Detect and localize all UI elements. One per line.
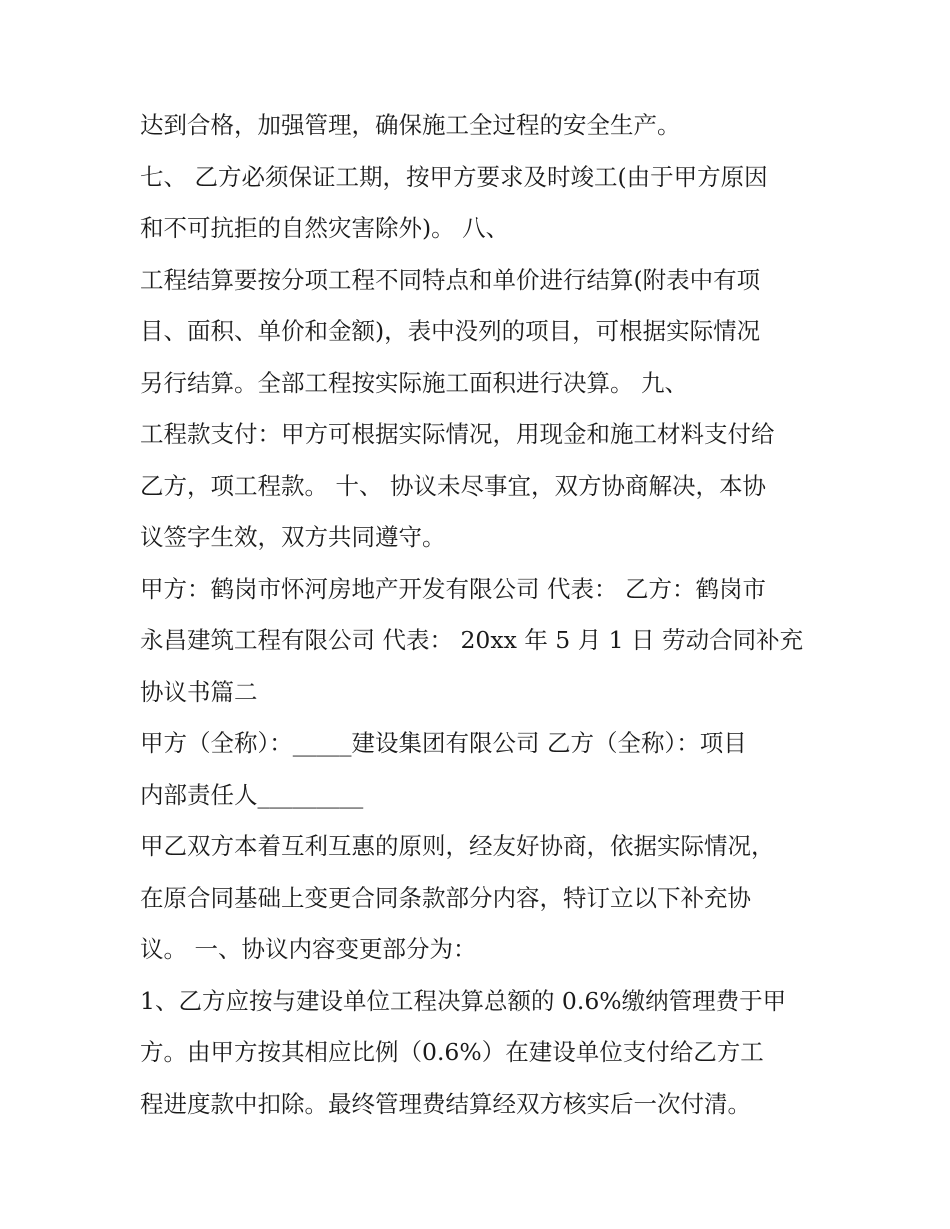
document-body xyxy=(140,100,820,1130)
text-line: 程进度款中扣除。最终管理费结算经双方核实后一次付清。 xyxy=(140,1089,751,1118)
text-line: 工程结算要按分项工程不同特点和单价进行结算(附表中有项 xyxy=(140,265,761,294)
text-line: 内部责任人_________ xyxy=(140,780,364,809)
text-line: 目、面积、单价和金额)，表中没列的项目，可根据实际情况 xyxy=(140,317,761,345)
text-line: 甲方：鹤岗市怀河房地产开发有限公司 代表： 乙方：鹤岗市 xyxy=(140,574,766,603)
text-line: 在原合同基础上变更合同条款部分内容，特订立以下补充协 xyxy=(140,883,751,912)
text-line: 议。 一、协议内容变更部分为： xyxy=(140,935,477,963)
text-line: 七、 乙方必须保证工期，按甲方要求及时竣工(由于甲方原因 xyxy=(140,162,768,191)
text-line: 1、乙方应按与建设单位工程决算总额的 0.6%缴纳管理费于甲 xyxy=(140,986,787,1015)
text-line: 甲乙双方本着互利互惠的原则，经友好协商，依据实际情况， xyxy=(140,832,775,860)
text-line: 方。由甲方按其相应比例（0.6%）在建设单位支付给乙方工 xyxy=(140,1038,764,1066)
text-line: 永昌建筑工程有限公司 代表： 20xx 年 5 月 1 日 劳动合同补充 xyxy=(140,626,804,654)
text-line: 另行结算。全部工程按实际施工面积进行决算。 九、 xyxy=(140,368,688,397)
text-line: 议签字生效，双方共同遵守。 xyxy=(140,523,446,551)
text-line: 工程款支付：甲方可根据实际情况，用现金和施工材料支付给 xyxy=(140,420,775,448)
text-line: 协议书篇二 xyxy=(140,677,258,706)
text-line: 和不可抗拒的自然灾害除外)。 八、 xyxy=(140,214,510,242)
text-line: 甲方（全称）：_____建设集团有限公司 乙方（全称）：项目 xyxy=(140,729,747,757)
text-line: 达到合格，加强管理，确保施工全过程的安全生产。 xyxy=(140,111,681,139)
text-line: 乙方，项工程款。 十、 协议未尽事宜，双方协商解决，本协 xyxy=(140,471,766,500)
